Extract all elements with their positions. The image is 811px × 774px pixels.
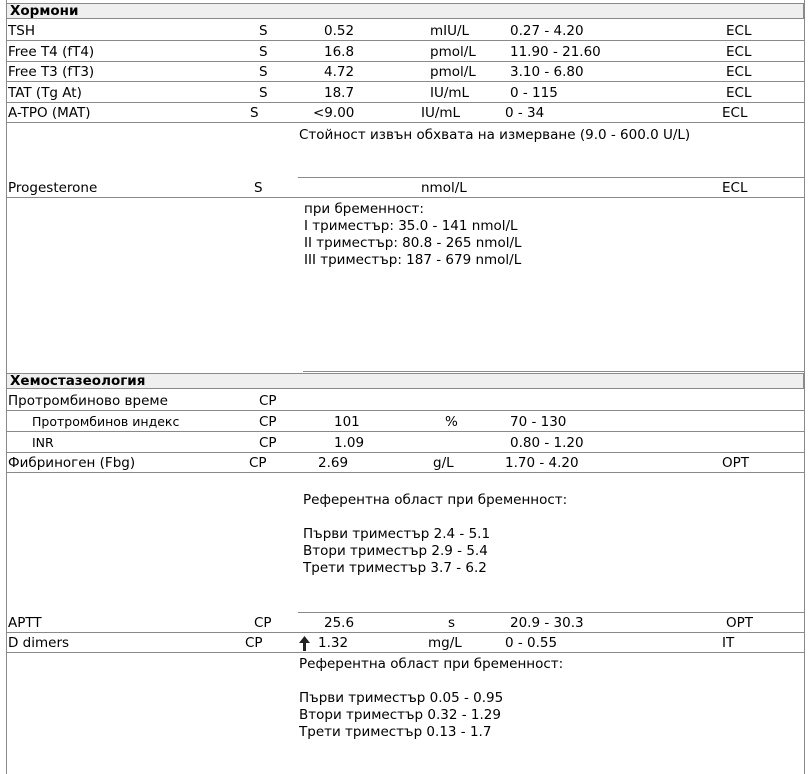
result-unit: IU/mL	[421, 105, 461, 121]
result-value: 0.52	[324, 23, 355, 39]
sample-type: CP	[259, 393, 277, 409]
sample-type: S	[259, 85, 268, 101]
row-divider	[6, 40, 805, 41]
section-header-hormones	[6, 3, 804, 19]
row-divider	[6, 431, 805, 432]
note-line: Първи триместър 2.4 - 5.1	[303, 526, 491, 542]
section-title: Хормони	[10, 3, 79, 19]
note-line: Референтна област при бременност:	[303, 492, 568, 508]
result-unit: %	[445, 414, 458, 430]
result-value: 1.32	[318, 635, 349, 651]
test-name: TSH	[8, 23, 35, 39]
method: ECL	[726, 44, 752, 60]
result-unit: IU/mL	[430, 85, 470, 101]
result-unit: g/L	[433, 455, 454, 471]
reference-range: 11.90 - 21.60	[510, 44, 601, 60]
note-line: Трети триместър 0.13 - 1.7	[299, 724, 492, 740]
row-divider	[6, 61, 805, 62]
sample-type: CP	[259, 414, 277, 430]
method: ECL	[722, 180, 748, 196]
method: OPT	[726, 615, 754, 631]
reference-range: 70 - 130	[510, 414, 567, 430]
row-divider	[6, 652, 805, 653]
test-name: APTT	[8, 615, 42, 631]
result-unit: pmol/L	[430, 44, 476, 60]
reference-range: 0 - 0.55	[505, 635, 558, 651]
reference-range: 0.27 - 4.20	[510, 23, 584, 39]
note-line: Референтна област при бременност:	[299, 656, 564, 672]
row-divider	[298, 177, 805, 178]
result-value: <9.00	[313, 105, 355, 121]
test-name: A-TPO (MAT)	[8, 105, 91, 121]
note-line: II триместър: 80.8 - 265 nmol/L	[304, 235, 522, 251]
reference-range: 0.80 - 1.20	[510, 435, 584, 451]
note-line: Втори триместър 2.9 - 5.4	[303, 543, 488, 559]
result-unit: mg/L	[428, 635, 462, 651]
atpo-note: Стойност извън обхвата на измерване (9.0 - 600.0 U/L)	[299, 127, 691, 143]
result-unit: mIU/L	[430, 23, 470, 39]
test-name: Free T3 (fT3)	[8, 64, 95, 80]
result-unit: nmol/L	[421, 180, 467, 196]
method: ECL	[726, 85, 752, 101]
reference-range: 3.10 - 6.80	[510, 64, 584, 80]
test-name: D dimers	[8, 635, 70, 651]
sample-type: CP	[259, 435, 277, 451]
test-name: Фибриноген (Fbg)	[8, 455, 136, 471]
result-value: 4.72	[324, 64, 355, 80]
row-divider	[6, 472, 805, 473]
note-line: при бременност:	[304, 201, 424, 217]
row-divider	[6, 452, 805, 453]
row-divider	[6, 197, 805, 198]
sample-type: S	[259, 64, 268, 80]
reference-range: 0 - 34	[505, 105, 545, 121]
note-line: I триместър: 35.0 - 141 nmol/L	[304, 218, 518, 234]
row-divider	[6, 122, 805, 123]
section-header-hemostasis	[6, 373, 804, 389]
test-name: Протромбиново време	[8, 393, 168, 409]
row-divider	[298, 612, 805, 613]
note-line: Първи триместър 0.05 - 0.95	[299, 690, 504, 706]
result-value: 25.6	[324, 615, 355, 631]
sample-type: CP	[245, 635, 263, 651]
method: IT	[722, 635, 735, 651]
result-value: 1.09	[334, 435, 365, 451]
sample-type: S	[259, 44, 268, 60]
method: ECL	[722, 105, 748, 121]
result-unit: s	[448, 615, 456, 631]
reference-range: 20.9 - 30.3	[510, 615, 584, 631]
arrow-up-icon	[299, 636, 310, 651]
method: ECL	[726, 64, 752, 80]
row-divider	[6, 102, 805, 103]
note-line: Трети триместър 3.7 - 6.2	[303, 560, 487, 576]
sample-type: S	[254, 180, 263, 196]
method: OPT	[722, 455, 750, 471]
right-border	[804, 0, 805, 774]
result-value: 18.7	[324, 85, 355, 101]
sample-type: S	[259, 23, 268, 39]
test-name: Free T4 (fT4)	[8, 44, 95, 60]
sample-type: CP	[254, 615, 272, 631]
section-title: Хемостазеология	[10, 373, 146, 389]
result-value: 2.69	[318, 455, 349, 471]
sample-type: CP	[249, 455, 267, 471]
row-divider	[303, 371, 805, 372]
test-name: Протромбинов индекс	[32, 414, 180, 429]
reference-range: 1.70 - 4.20	[505, 455, 579, 471]
note-line: Втори триместър 0.32 - 1.29	[299, 707, 501, 723]
test-name: Progesterone	[8, 180, 98, 196]
row-divider	[6, 632, 805, 633]
result-value: 16.8	[324, 44, 355, 60]
reference-range: 0 - 115	[510, 85, 558, 101]
method: ECL	[726, 23, 752, 39]
sample-type: S	[250, 105, 259, 121]
note-line: III триместър: 187 - 679 nmol/L	[304, 252, 522, 268]
row-divider	[6, 81, 805, 82]
row-divider	[6, 410, 805, 411]
result-value: 101	[334, 414, 360, 430]
test-name: INR	[32, 435, 54, 450]
test-name: TAT (Tg At)	[8, 85, 82, 101]
result-unit: pmol/L	[430, 64, 476, 80]
